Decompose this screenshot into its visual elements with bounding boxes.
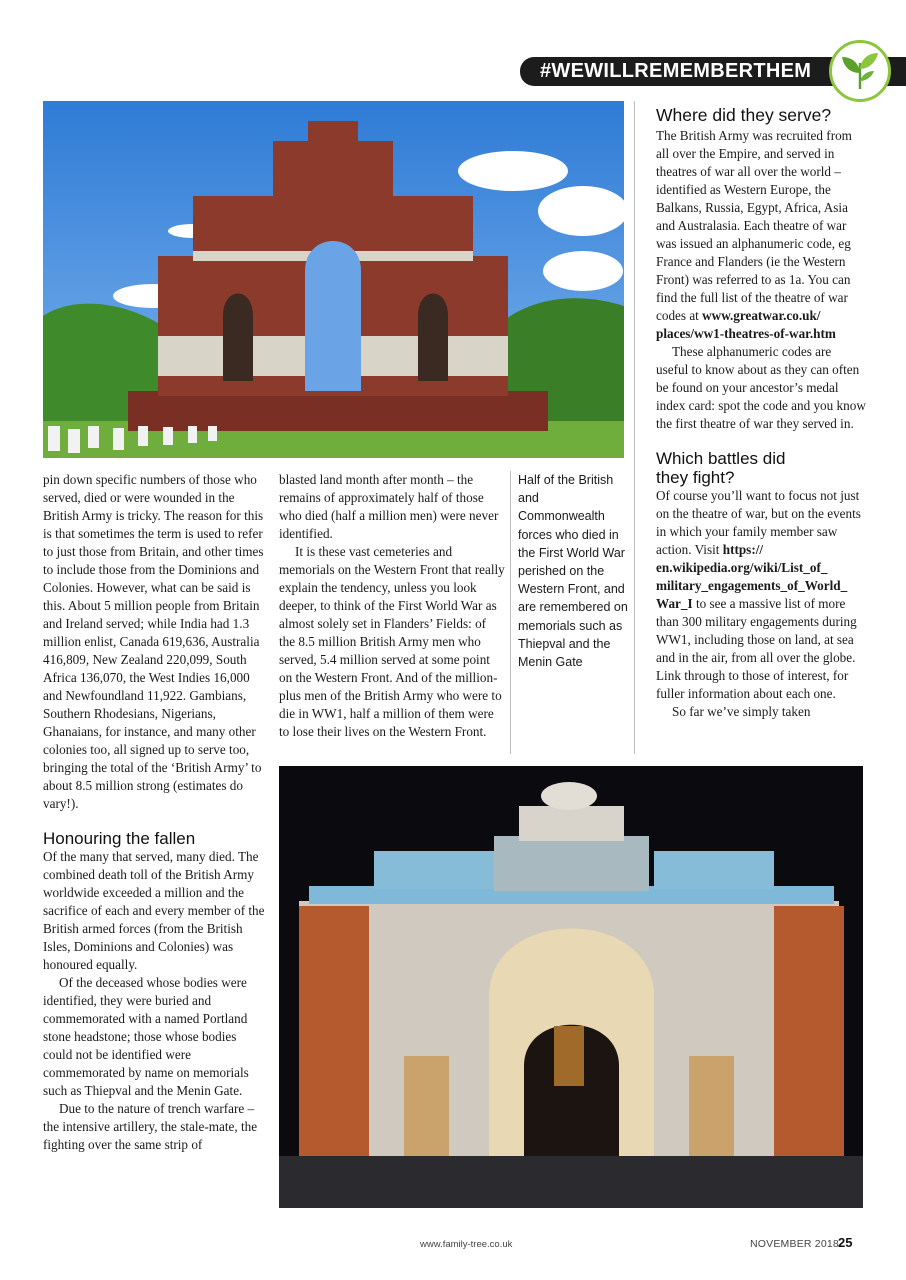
column-1 bbox=[43, 471, 265, 1154]
col2-paragraph-1: blasted land month after month – the remains of approximately half of those who died (half a million men) were never identified. bbox=[279, 472, 499, 541]
heading-honouring-the-fallen: Honouring the fallen bbox=[43, 829, 196, 848]
col1-paragraph-1: pin down specific numbers of those who served, died or were wounded in the British Army is tricky. The reason for this is that sometimes the term is used to refer to just those from Britain, and other times to include those from the Dominions and Colonies. However, what can be said is this. About 5 million people from Britain and Ireland served; while India had 1.3 million enlist, Canada 619,636, Australia 416,809, New Zealand 220,099, South Africa 136,070, the West Indies 16,000 and Newfoundland 11,922. Gambians, Southern Rhodesians, Nigerians, Ghanaians, for instance, and many other colonies too, all signed up to serve too, bringing the total of the ‘British Army’ to about 8.5 million strong (estimates do vary!). bbox=[43, 472, 264, 811]
col1-paragraph-4: Due to the nature of trench warfare – the intensive artillery, the stale-mate, the fighting over the same strip of bbox=[43, 1101, 258, 1152]
pull-quote: Half of the British and Commonwealth forces who died in the First World War perished on the Western Front, and are remembered on memorials such as Thiepval and the Menin Gate bbox=[518, 473, 628, 670]
column-divider bbox=[634, 101, 635, 754]
greatwar-link[interactable]: www.greatwar.co.uk/ places/ww1-theatres-of-war.htm bbox=[656, 308, 836, 341]
hashtag-text: #WEWILLREMEMBERTHEM bbox=[540, 60, 812, 82]
heading-which-battles: Which battles did they fight? bbox=[656, 449, 786, 487]
thiepval-memorial-photo bbox=[43, 101, 624, 458]
page-number: 25 bbox=[838, 1235, 853, 1250]
footer-website: www.family-tree.co.uk bbox=[420, 1239, 513, 1250]
col2-paragraph-2: It is these vast cemeteries and memorials on the Western Front that really explain the tendency, unless you look deeper, to think of the First World War as almost solely set in Flanders’ Fields: of the 8.5 million British Army men who served, 5.4 million served at some point on the Western Front. And of the million-plus men of the British Army who were to die in WW1, half a million of them were to lose their lives on the Western Front. bbox=[279, 544, 505, 739]
col1-paragraph-3: Of the deceased whose bodies were identified, they were buried and commemorated with a named Portland stone headstone; those whose bodies could not be identified were commemorated by name on memorials such as Thiepval and the Menin Gate. bbox=[43, 975, 249, 1098]
footer-issue-date: NOVEMBER 2018 bbox=[750, 1238, 839, 1250]
column-4 bbox=[656, 106, 866, 721]
menin-gate-photo bbox=[279, 766, 863, 1208]
column-divider bbox=[510, 471, 511, 754]
wikipedia-link[interactable]: https:// en.wikipedia.org/wiki/List_of_ military_engagements_of_World_ War_I bbox=[656, 542, 848, 611]
col4-paragraph-4: So far we’ve simply taken bbox=[672, 704, 811, 719]
col4-paragraph-2: These alphanumeric codes are useful to know about as they can often be found on your ancestor’s medal index card: spot the code and you know the first theatre of war they served in. bbox=[656, 344, 866, 431]
col4-paragraph-1: The British Army was recruited from all over the Empire, and served in theatres of war all over the world – identified as Western Europe, the Balkans, Russia, Egypt, Africa, Asia and Australasia. Each theatre of war was issued an alphanumeric code, eg France and Flanders (ie the Western Front) was referred to as 1a. You can find the full list of the theatre of war codes at www.greatwar.co.uk/ places/ww1-theatres-of-war.htm bbox=[656, 128, 852, 341]
col4-paragraph-3: Of course you’ll want to focus not just on the theatre of war, but on the events in which your family member saw action. Visit https:// en.wikipedia.org/wiki/List_of_ military_engagements_of_World_ War_I to see a massive list of more than 300 military engagements during WW1, including those on land, at sea and in the air, from all over the globe. Link through to those of interest, for fuller information about each one. bbox=[656, 488, 861, 701]
heading-where-did-they-serve: Where did they serve? bbox=[656, 105, 832, 125]
col1-paragraph-2: Of the many that served, many died. The combined death toll of the British Army worldwide exceeded a million and the sacrifice of each and every member of the British armed forces (from the British Isles, Dominions and Colonies) was honoured equally. bbox=[43, 849, 265, 972]
column-2 bbox=[279, 471, 505, 741]
leaf-sprout-icon bbox=[829, 40, 891, 102]
